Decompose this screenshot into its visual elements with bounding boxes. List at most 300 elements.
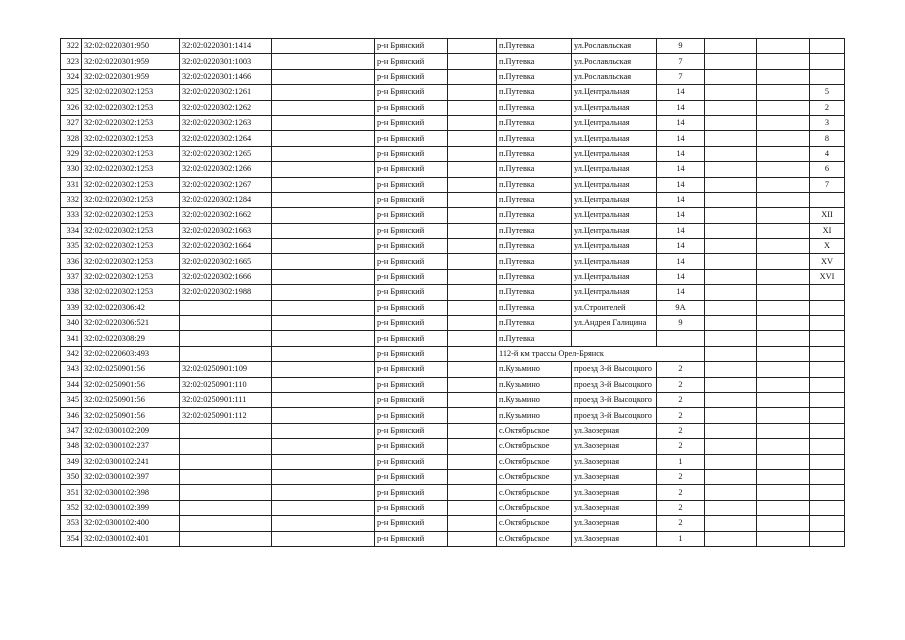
empty-cell xyxy=(705,146,757,161)
sub-cadastral-number: 32:02:0220302:1662 xyxy=(180,208,272,223)
table-row xyxy=(61,285,845,300)
district: р-н Брянский xyxy=(375,531,448,546)
street: ул.Центральная xyxy=(572,285,657,300)
sub-cadastral-number: 32:02:0220302:1666 xyxy=(180,269,272,284)
district: р-н Брянский xyxy=(375,285,448,300)
empty-cell xyxy=(272,469,375,484)
row-number: 343 xyxy=(61,362,82,377)
empty-cell xyxy=(448,392,497,407)
row-number: 334 xyxy=(61,223,82,238)
empty-cell xyxy=(448,192,497,207)
row-number: 332 xyxy=(61,192,82,207)
empty-cell xyxy=(272,516,375,531)
house-number xyxy=(657,331,705,346)
district: р-н Брянский xyxy=(375,269,448,284)
row-number: 336 xyxy=(61,254,82,269)
empty-cell xyxy=(272,392,375,407)
row-number: 327 xyxy=(61,115,82,130)
row-number: 346 xyxy=(61,408,82,423)
empty-cell xyxy=(448,377,497,392)
district: р-н Брянский xyxy=(375,408,448,423)
empty-cell xyxy=(757,469,810,484)
empty-cell xyxy=(272,454,375,469)
street: ул.Заозерная xyxy=(572,500,657,515)
cadastral-registry-table xyxy=(60,38,845,547)
row-number: 323 xyxy=(61,54,82,69)
district: р-н Брянский xyxy=(375,300,448,315)
empty-cell xyxy=(705,69,757,84)
house-number: 2 xyxy=(657,377,705,392)
table-row xyxy=(61,516,845,531)
location: п.Путевка xyxy=(497,100,572,115)
district: р-н Брянский xyxy=(375,362,448,377)
sub-cadastral-number xyxy=(180,454,272,469)
sub-cadastral-number: 32:02:0220302:1266 xyxy=(180,162,272,177)
location: с.Октябрьское xyxy=(497,454,572,469)
table-row xyxy=(61,115,845,130)
empty-cell xyxy=(272,377,375,392)
location: п.Путевка xyxy=(497,331,572,346)
house-number: 2 xyxy=(657,408,705,423)
location: п.Путевка xyxy=(497,208,572,223)
empty-cell xyxy=(757,346,810,361)
empty-cell xyxy=(757,100,810,115)
location: п.Путевка xyxy=(497,316,572,331)
empty-cell xyxy=(272,408,375,423)
cadastral-number: 32:02:0220301:950 xyxy=(82,39,180,54)
empty-cell xyxy=(705,346,757,361)
unit-number xyxy=(810,439,845,454)
empty-cell xyxy=(448,454,497,469)
district: р-н Брянский xyxy=(375,254,448,269)
empty-cell xyxy=(272,300,375,315)
row-number: 339 xyxy=(61,300,82,315)
empty-cell xyxy=(757,146,810,161)
table-row xyxy=(61,423,845,438)
house-number: 9 xyxy=(657,316,705,331)
table-row xyxy=(61,408,845,423)
district: р-н Брянский xyxy=(375,346,448,361)
sub-cadastral-number: 32:02:0250901:111 xyxy=(180,392,272,407)
cadastral-number: 32:02:0250901:56 xyxy=(82,377,180,392)
sub-cadastral-number xyxy=(180,316,272,331)
sub-cadastral-number xyxy=(180,423,272,438)
empty-cell xyxy=(272,316,375,331)
unit-number: 3 xyxy=(810,115,845,130)
empty-cell xyxy=(448,208,497,223)
district: р-н Брянский xyxy=(375,146,448,161)
empty-cell xyxy=(757,269,810,284)
empty-cell xyxy=(757,454,810,469)
empty-cell xyxy=(448,269,497,284)
cadastral-number: 32:02:0300102:209 xyxy=(82,423,180,438)
house-number: 2 xyxy=(657,485,705,500)
cadastral-number: 32:02:0220603:493 xyxy=(82,346,180,361)
empty-cell xyxy=(448,162,497,177)
row-number: 352 xyxy=(61,500,82,515)
empty-cell xyxy=(705,362,757,377)
district: р-н Брянский xyxy=(375,208,448,223)
empty-cell xyxy=(757,331,810,346)
location: п.Путевка xyxy=(497,239,572,254)
unit-number xyxy=(810,423,845,438)
house-number: 7 xyxy=(657,69,705,84)
empty-cell xyxy=(272,208,375,223)
unit-number: 4 xyxy=(810,146,845,161)
cadastral-number: 32:02:0300102:398 xyxy=(82,485,180,500)
house-number: 14 xyxy=(657,162,705,177)
street: ул.Центральная xyxy=(572,239,657,254)
unit-number xyxy=(810,69,845,84)
street: ул.Рославльская xyxy=(572,69,657,84)
empty-cell xyxy=(448,500,497,515)
row-number: 338 xyxy=(61,285,82,300)
location: п.Путевка xyxy=(497,223,572,238)
unit-number xyxy=(810,408,845,423)
empty-cell xyxy=(448,239,497,254)
cadastral-number: 32:02:0220302:1253 xyxy=(82,223,180,238)
sub-cadastral-number: 32:02:0250901:109 xyxy=(180,362,272,377)
empty-cell xyxy=(448,131,497,146)
unit-number xyxy=(810,377,845,392)
table-row xyxy=(61,239,845,254)
street: ул.Центральная xyxy=(572,192,657,207)
empty-cell xyxy=(705,192,757,207)
empty-cell xyxy=(757,285,810,300)
empty-cell xyxy=(448,100,497,115)
sub-cadastral-number: 32:02:0220301:1414 xyxy=(180,39,272,54)
location: с.Октябрьское xyxy=(497,485,572,500)
location: с.Октябрьское xyxy=(497,439,572,454)
district: р-н Брянский xyxy=(375,39,448,54)
district: р-н Брянский xyxy=(375,85,448,100)
district: р-н Брянский xyxy=(375,162,448,177)
street: ул.Заозерная xyxy=(572,423,657,438)
empty-cell xyxy=(757,39,810,54)
unit-number: XI xyxy=(810,223,845,238)
empty-cell xyxy=(272,439,375,454)
sub-cadastral-number: 32:02:0220302:1665 xyxy=(180,254,272,269)
empty-cell xyxy=(757,531,810,546)
empty-cell xyxy=(448,316,497,331)
row-number: 330 xyxy=(61,162,82,177)
table-body xyxy=(61,39,845,547)
house-number: 2 xyxy=(657,500,705,515)
location: п.Путевка xyxy=(497,254,572,269)
empty-cell xyxy=(448,408,497,423)
empty-cell xyxy=(272,85,375,100)
empty-cell xyxy=(757,362,810,377)
sub-cadastral-number xyxy=(180,300,272,315)
location: с.Октябрьское xyxy=(497,531,572,546)
street: ул.Заозерная xyxy=(572,439,657,454)
unit-number xyxy=(810,392,845,407)
table-row xyxy=(61,300,845,315)
sub-cadastral-number xyxy=(180,485,272,500)
unit-number xyxy=(810,54,845,69)
location: п.Кузьмино xyxy=(497,392,572,407)
empty-cell xyxy=(448,439,497,454)
table-row xyxy=(61,177,845,192)
table-row xyxy=(61,469,845,484)
cadastral-number: 32:02:0300102:397 xyxy=(82,469,180,484)
cadastral-number: 32:02:0220302:1253 xyxy=(82,162,180,177)
sub-cadastral-number: 32:02:0250901:110 xyxy=(180,377,272,392)
table-row xyxy=(61,208,845,223)
empty-cell xyxy=(448,516,497,531)
unit-number: 5 xyxy=(810,85,845,100)
location: п.Кузьмино xyxy=(497,408,572,423)
unit-number xyxy=(810,192,845,207)
empty-cell xyxy=(705,439,757,454)
empty-cell xyxy=(705,269,757,284)
cadastral-number: 32:02:0220302:1253 xyxy=(82,146,180,161)
empty-cell xyxy=(757,377,810,392)
empty-cell xyxy=(272,131,375,146)
empty-cell xyxy=(272,177,375,192)
empty-cell xyxy=(705,331,757,346)
table-row xyxy=(61,100,845,115)
cadastral-number: 32:02:0220302:1253 xyxy=(82,177,180,192)
row-number: 348 xyxy=(61,439,82,454)
empty-cell xyxy=(448,423,497,438)
district: р-н Брянский xyxy=(375,316,448,331)
unit-number xyxy=(810,362,845,377)
empty-cell xyxy=(272,254,375,269)
district: р-н Брянский xyxy=(375,239,448,254)
row-number: 345 xyxy=(61,392,82,407)
empty-cell xyxy=(705,300,757,315)
district: р-н Брянский xyxy=(375,392,448,407)
sub-cadastral-number: 32:02:0220302:1664 xyxy=(180,239,272,254)
empty-cell xyxy=(448,69,497,84)
empty-cell xyxy=(757,392,810,407)
empty-cell xyxy=(705,392,757,407)
cadastral-number: 32:02:0300102:237 xyxy=(82,439,180,454)
house-number: 2 xyxy=(657,423,705,438)
empty-cell xyxy=(757,192,810,207)
unit-number xyxy=(810,469,845,484)
table-row xyxy=(61,39,845,54)
empty-cell xyxy=(757,85,810,100)
empty-cell xyxy=(448,362,497,377)
house-number: 14 xyxy=(657,192,705,207)
street: ул.Центральная xyxy=(572,208,657,223)
house-number: 14 xyxy=(657,100,705,115)
cadastral-number: 32:02:0250901:56 xyxy=(82,362,180,377)
street: ул.Центральная xyxy=(572,146,657,161)
house-number: 14 xyxy=(657,239,705,254)
empty-cell xyxy=(272,269,375,284)
empty-cell xyxy=(272,192,375,207)
empty-cell xyxy=(757,239,810,254)
unit-number: 6 xyxy=(810,162,845,177)
empty-cell xyxy=(705,208,757,223)
unit-number xyxy=(810,516,845,531)
empty-cell xyxy=(757,208,810,223)
district: р-н Брянский xyxy=(375,54,448,69)
unit-number: 2 xyxy=(810,100,845,115)
empty-cell xyxy=(272,485,375,500)
row-number: 322 xyxy=(61,39,82,54)
empty-cell xyxy=(448,331,497,346)
house-number: 14 xyxy=(657,208,705,223)
cadastral-number: 32:02:0300102:400 xyxy=(82,516,180,531)
house-number: 9А xyxy=(657,300,705,315)
location: 112-й км трассы Орел-Брянск xyxy=(497,346,705,361)
table-row xyxy=(61,54,845,69)
cadastral-number: 32:02:0220302:1253 xyxy=(82,85,180,100)
empty-cell xyxy=(272,362,375,377)
street: ул.Андрея Галицина xyxy=(572,316,657,331)
cadastral-number: 32:02:0220302:1253 xyxy=(82,100,180,115)
empty-cell xyxy=(272,223,375,238)
location: п.Путевка xyxy=(497,285,572,300)
row-number: 342 xyxy=(61,346,82,361)
district: р-н Брянский xyxy=(375,177,448,192)
location: п.Путевка xyxy=(497,192,572,207)
sub-cadastral-number: 32:02:0220302:1265 xyxy=(180,146,272,161)
empty-cell xyxy=(705,239,757,254)
house-number: 1 xyxy=(657,531,705,546)
empty-cell xyxy=(448,146,497,161)
empty-cell xyxy=(705,408,757,423)
sub-cadastral-number: 32:02:0220301:1003 xyxy=(180,54,272,69)
sub-cadastral-number xyxy=(180,346,272,361)
street: ул.Заозерная xyxy=(572,454,657,469)
table-row xyxy=(61,331,845,346)
table-row xyxy=(61,485,845,500)
empty-cell xyxy=(272,531,375,546)
table-row xyxy=(61,269,845,284)
table-row xyxy=(61,69,845,84)
empty-cell xyxy=(757,69,810,84)
empty-cell xyxy=(448,115,497,130)
house-number: 14 xyxy=(657,115,705,130)
unit-number xyxy=(810,285,845,300)
table-row xyxy=(61,223,845,238)
unit-number xyxy=(810,500,845,515)
sub-cadastral-number: 32:02:0220301:1466 xyxy=(180,69,272,84)
unit-number: 7 xyxy=(810,177,845,192)
unit-number: XII xyxy=(810,208,845,223)
row-number: 349 xyxy=(61,454,82,469)
cadastral-number: 32:02:0220301:959 xyxy=(82,69,180,84)
empty-cell xyxy=(272,346,375,361)
location: п.Путевка xyxy=(497,69,572,84)
sub-cadastral-number xyxy=(180,331,272,346)
sub-cadastral-number: 32:02:0250901:112 xyxy=(180,408,272,423)
unit-number: XV xyxy=(810,254,845,269)
sub-cadastral-number: 32:02:0220302:1263 xyxy=(180,115,272,130)
empty-cell xyxy=(705,454,757,469)
empty-cell xyxy=(757,131,810,146)
sub-cadastral-number xyxy=(180,500,272,515)
location: с.Октябрьское xyxy=(497,469,572,484)
unit-number xyxy=(810,300,845,315)
house-number: 14 xyxy=(657,85,705,100)
district: р-н Брянский xyxy=(375,485,448,500)
empty-cell xyxy=(757,223,810,238)
row-number: 344 xyxy=(61,377,82,392)
row-number: 328 xyxy=(61,131,82,146)
empty-cell xyxy=(448,223,497,238)
table-row xyxy=(61,500,845,515)
table-row xyxy=(61,362,845,377)
street: проезд 3-й Высоцкого xyxy=(572,377,657,392)
empty-cell xyxy=(705,485,757,500)
empty-cell xyxy=(757,300,810,315)
table-row xyxy=(61,439,845,454)
sub-cadastral-number: 32:02:0220302:1284 xyxy=(180,192,272,207)
unit-number: X xyxy=(810,239,845,254)
location: п.Путевка xyxy=(497,269,572,284)
table-row xyxy=(61,454,845,469)
empty-cell xyxy=(448,85,497,100)
street: ул.Центральная xyxy=(572,177,657,192)
district: р-н Брянский xyxy=(375,439,448,454)
sub-cadastral-number: 32:02:0220302:1267 xyxy=(180,177,272,192)
cadastral-number: 32:02:0220302:1253 xyxy=(82,269,180,284)
house-number: 2 xyxy=(657,439,705,454)
location: с.Октябрьское xyxy=(497,516,572,531)
street: ул.Заозерная xyxy=(572,531,657,546)
district: р-н Брянский xyxy=(375,192,448,207)
location: п.Кузьмино xyxy=(497,377,572,392)
cadastral-number: 32:02:0220302:1253 xyxy=(82,239,180,254)
house-number: 1 xyxy=(657,454,705,469)
district: р-н Брянский xyxy=(375,500,448,515)
unit-number xyxy=(810,531,845,546)
sub-cadastral-number: 32:02:0220302:1264 xyxy=(180,131,272,146)
cadastral-number: 32:02:0300102:399 xyxy=(82,500,180,515)
sub-cadastral-number xyxy=(180,469,272,484)
street: проезд 3-й Высоцкого xyxy=(572,408,657,423)
empty-cell xyxy=(705,469,757,484)
location: п.Кузьмино xyxy=(497,362,572,377)
street: ул.Центральная xyxy=(572,162,657,177)
unit-number xyxy=(810,454,845,469)
empty-cell xyxy=(448,254,497,269)
street: ул.Центральная xyxy=(572,115,657,130)
cadastral-number: 32:02:0220302:1253 xyxy=(82,115,180,130)
location: п.Путевка xyxy=(497,177,572,192)
house-number: 14 xyxy=(657,177,705,192)
house-number: 14 xyxy=(657,131,705,146)
empty-cell xyxy=(757,54,810,69)
location: п.Путевка xyxy=(497,85,572,100)
unit-number: XVI xyxy=(810,269,845,284)
street: проезд 3-й Высоцкого xyxy=(572,362,657,377)
location: п.Путевка xyxy=(497,146,572,161)
row-number: 325 xyxy=(61,85,82,100)
street: ул.Центральная xyxy=(572,269,657,284)
empty-cell xyxy=(757,423,810,438)
district: р-н Брянский xyxy=(375,69,448,84)
cadastral-number: 32:02:0300102:241 xyxy=(82,454,180,469)
empty-cell xyxy=(705,516,757,531)
empty-cell xyxy=(705,531,757,546)
row-number: 354 xyxy=(61,531,82,546)
table-row xyxy=(61,377,845,392)
street: ул.Центральная xyxy=(572,223,657,238)
street: ул.Строителей xyxy=(572,300,657,315)
district: р-н Брянский xyxy=(375,423,448,438)
empty-cell xyxy=(448,54,497,69)
cadastral-number: 32:02:0220302:1253 xyxy=(82,208,180,223)
cadastral-number: 32:02:0220302:1253 xyxy=(82,285,180,300)
district: р-н Брянский xyxy=(375,115,448,130)
